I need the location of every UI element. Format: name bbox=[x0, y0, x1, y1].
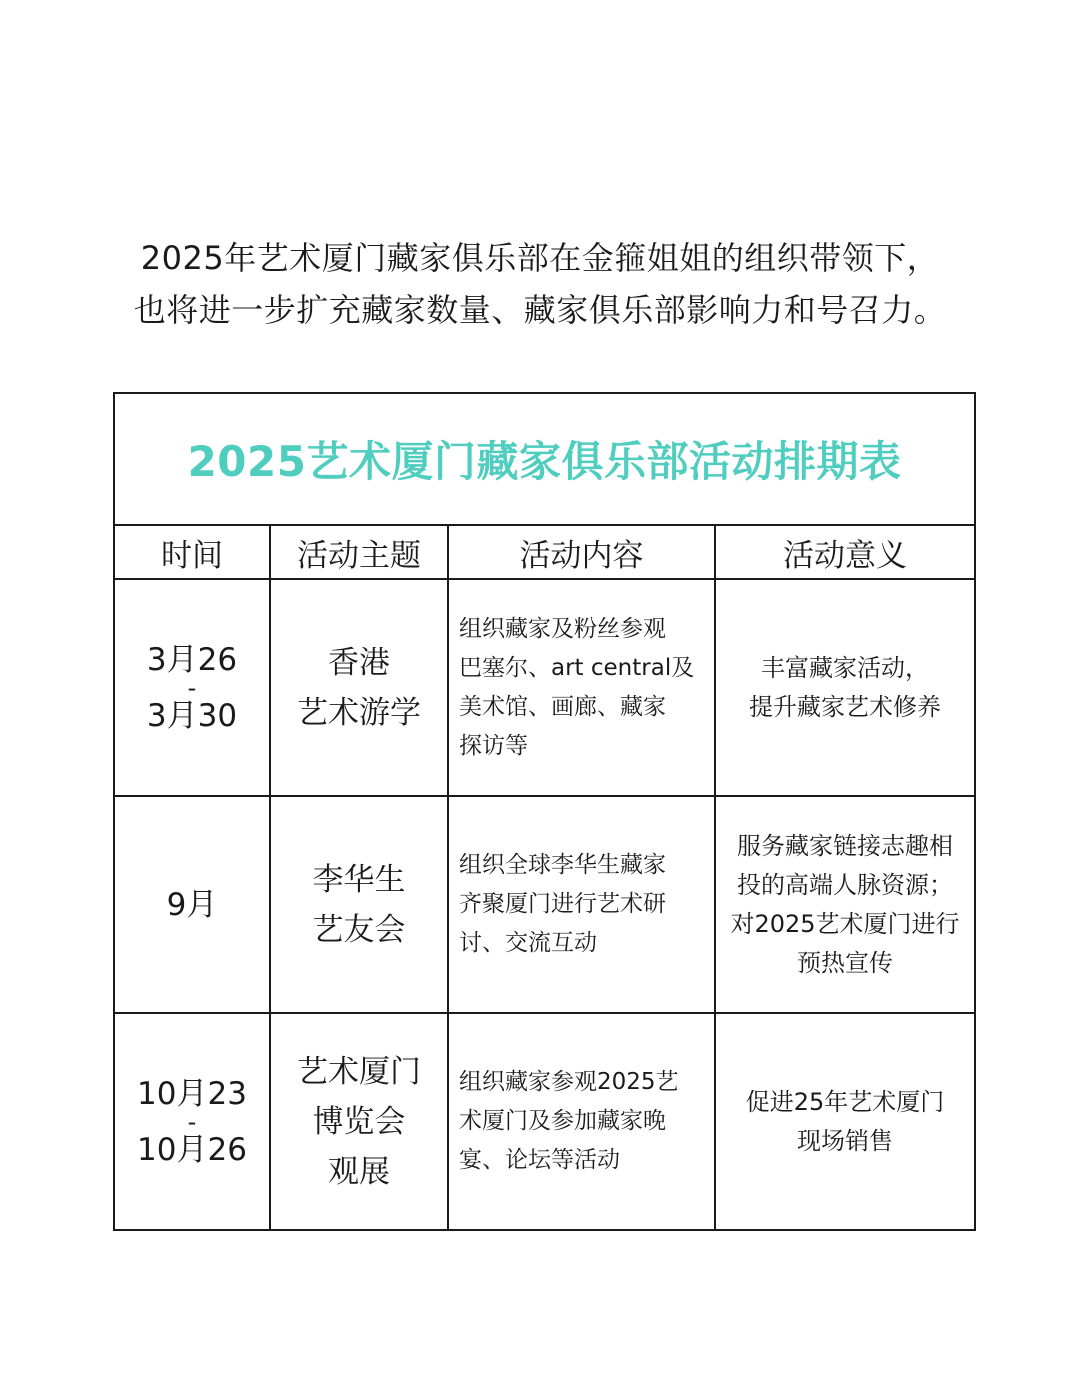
time-end: 10月26 bbox=[137, 1131, 247, 1168]
meaning-line: 预热宣传 bbox=[797, 948, 894, 977]
theme-cell bbox=[270, 579, 448, 796]
time-cell bbox=[114, 796, 270, 1013]
theme-cell bbox=[270, 796, 448, 1013]
intro-line-1: 2025年艺术厦门藏家俱乐部在金箍姐姐的组织带领下， bbox=[140, 239, 940, 277]
meaning-line: 促进25年艺术厦门 bbox=[745, 1087, 945, 1116]
content-line: 组织藏家参观2025艺 bbox=[459, 1069, 679, 1095]
content-line: 组织全球李华生藏家 bbox=[459, 852, 666, 878]
meaning-line: 现场销售 bbox=[797, 1126, 894, 1155]
header-meaning: 活动意义 bbox=[715, 525, 975, 579]
content-line: 齐聚厦门进行艺术研 bbox=[459, 891, 666, 917]
content-line: 探访等 bbox=[459, 732, 528, 759]
intro-line-2: 也将进一步扩充藏家数量、藏家俱乐部影响力和号召力。 bbox=[133, 291, 947, 329]
meaning-cell bbox=[715, 1013, 975, 1230]
theme-line: 博览会 bbox=[312, 1103, 406, 1140]
content-cell bbox=[448, 1013, 715, 1230]
theme-line: 李华生 bbox=[312, 861, 406, 898]
time-cell bbox=[114, 1013, 270, 1230]
theme-cell bbox=[270, 1013, 448, 1230]
content-line: 巴塞尔、art central及 bbox=[459, 654, 695, 681]
theme-line: 观展 bbox=[328, 1153, 390, 1190]
time-dash: - bbox=[187, 673, 197, 702]
content-line: 术厦门及参加藏家晚 bbox=[459, 1108, 666, 1134]
header-content: 活动内容 bbox=[448, 525, 715, 579]
schedule-table bbox=[113, 392, 976, 1231]
theme-line: 艺术游学 bbox=[297, 694, 421, 731]
theme-line: 香港 bbox=[328, 644, 390, 681]
content-line: 组织藏家及粉丝参观 bbox=[459, 615, 666, 642]
content-line: 美术馆、画廊、藏家 bbox=[459, 693, 666, 720]
time-end: 3月30 bbox=[146, 697, 238, 734]
content-cell bbox=[448, 796, 715, 1013]
theme-line: 艺友会 bbox=[312, 911, 406, 948]
content-line: 宴、论坛等活动 bbox=[459, 1147, 620, 1173]
theme-line: 艺术厦门 bbox=[297, 1053, 421, 1090]
meaning-cell bbox=[715, 579, 975, 796]
content-cell bbox=[448, 579, 715, 796]
time-start: 10月23 bbox=[137, 1075, 247, 1112]
time-cell bbox=[114, 579, 270, 796]
table-row bbox=[114, 579, 975, 796]
meaning-line: 对2025艺术厦门进行 bbox=[730, 909, 960, 938]
table-row bbox=[114, 796, 975, 1013]
meaning-line: 丰富藏家活动， bbox=[761, 653, 930, 682]
time-single: 9月 bbox=[166, 886, 218, 923]
meaning-line: 提升藏家艺术修养 bbox=[749, 692, 942, 721]
time-start: 3月26 bbox=[146, 641, 238, 678]
intro-text bbox=[0, 232, 1080, 336]
table-title: 2025艺术厦门藏家俱乐部活动排期表 bbox=[114, 393, 975, 525]
time-dash: - bbox=[187, 1107, 197, 1136]
table-row bbox=[114, 1013, 975, 1230]
header-row bbox=[114, 525, 975, 579]
meaning-line: 投的高端人脉资源； bbox=[737, 870, 954, 899]
meaning-cell bbox=[715, 796, 975, 1013]
meaning-line: 服务藏家链接志趣相 bbox=[737, 831, 954, 860]
header-theme: 活动主题 bbox=[270, 525, 448, 579]
header-time: 时间 bbox=[114, 525, 270, 579]
content-line: 讨、交流互动 bbox=[459, 930, 597, 956]
